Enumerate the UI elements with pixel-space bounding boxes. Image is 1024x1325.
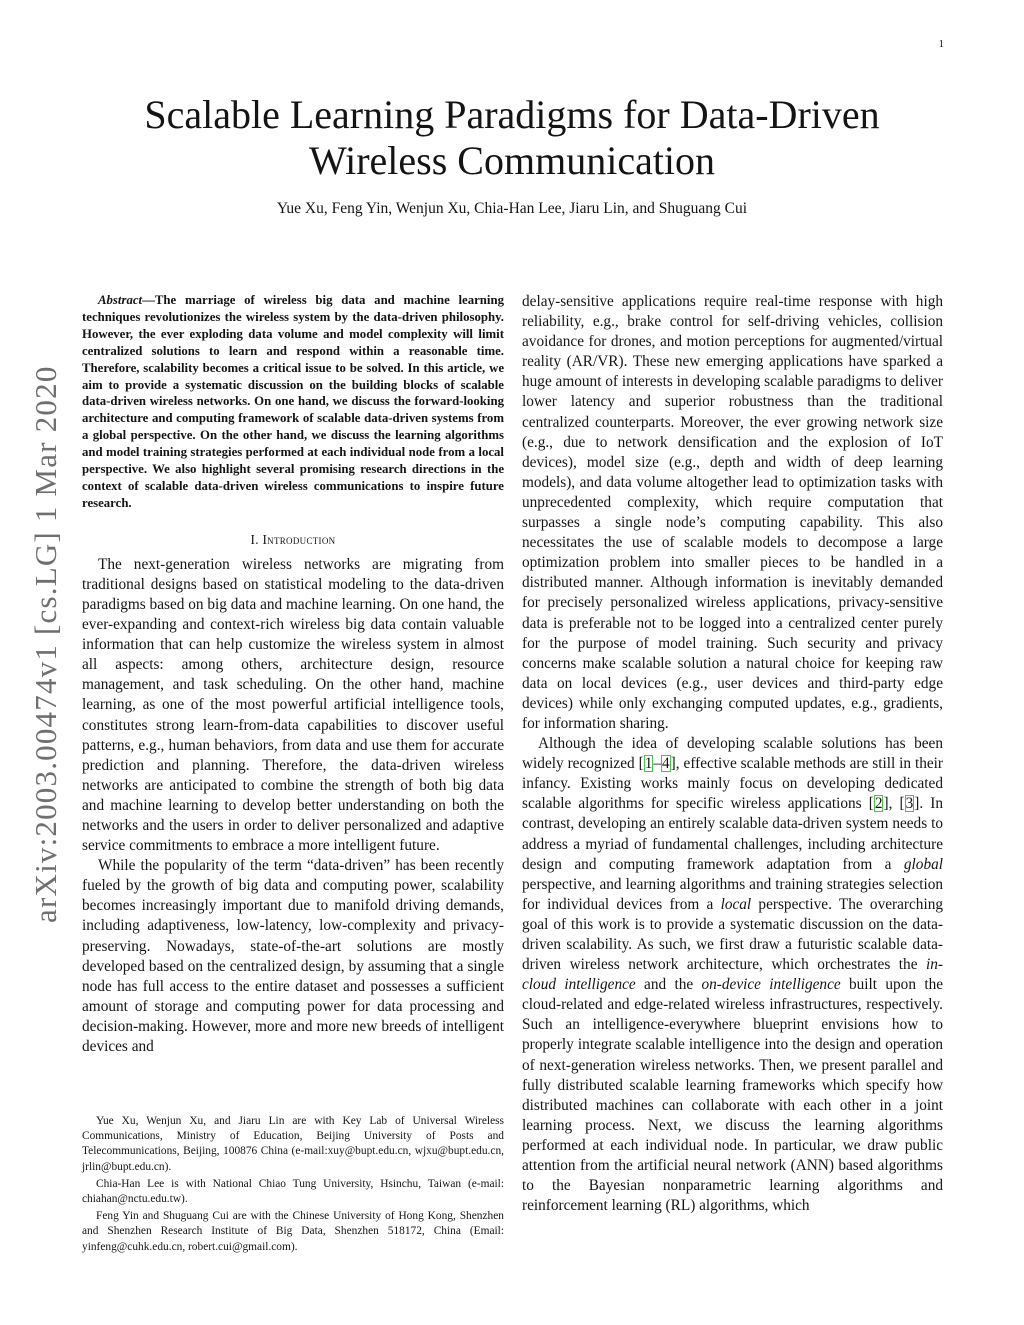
intro-paragraph-3: delay-sensitive applications require real-time response with high reliability, e.g., brake control for self-driving vehicles, collision avoidance for drones, and motion perceptions for augmented/virtual reality (AR/VR). These new emerging applications have sparked a huge amount of interests in developing scalable paradigms to deliver lower latency and superior robustness than the traditional centralized counterparts. Moreover, the ever growing network size (e.g., due to network densification and the explosion of IoT devices), model size (e.g., depth and width of deep learning models), and data volume altogether lead to optimization tasks with unprecedented complexity, which require computation that surpasses a single node’s computing capability. This also necessitates the use of scalable models to decompose a large optimization problem into smaller pieces to be handled in a distributed manner. Although information is inevitably demanded for precisely personalized wireless applications, privacy-sensitive data is preferable not to be logged into a centralized center purely for the purpose of model training. Such security and privacy concerns make scalable solution a natural choice for keeping raw data on local devices (e.g., user devices and third-party edge devices) while only exchanging computed updates, e.g., gradients, for information sharing. bbox=[522, 293, 943, 732]
text-run: – bbox=[653, 755, 662, 773]
right-column bbox=[522, 292, 943, 1216]
footnote-affiliation-cuhk: Feng Yin and Shuguang Cui are with the Chinese University of Hong Kong, Shenzhen and Shenzhen Research Institute of Big Data, Shenzhen 518172, China (Email: yinfeng@cuhk.edu.cn, robert.cui@gmail.com). bbox=[82, 1210, 504, 1253]
text-run: perspective, and learning algorithms and training strategies selection for individual devices from a bbox=[522, 875, 943, 913]
intro-paragraph-1: The next-generation wireless networks are migrating from traditional designs based on statistical modeling to the data-driven paradigms based on big data and machine learning. On one hand, the ever-expanding and context-rich wireless big data contain valuable information that can help customize the wireless system in almost all aspects: among others, architecture design, resource management, and task scheduling. On the other hand, machine learning, as one of the most powerful artificial intelligence tools, constitutes strong learn-from-data capabilities to discover useful patterns, e.g., human behaviors, from data and use them for accurate prediction and planning. Therefore, the data-driven wireless networks are anticipated to combine the strength of both big data and machine learning to develop better understanding on both the networks and the users in order to deliver personalized and adaptive service commitments to embrace a more intelligent future. bbox=[82, 555, 504, 855]
abstract-label: Abstract bbox=[98, 293, 143, 307]
abstract bbox=[82, 292, 504, 512]
author-list: Yue Xu, Feng Yin, Wenjun Xu, Chia-Han Lee, Jiaru Lin, and Shuguang Cui bbox=[276, 200, 748, 217]
abstract-text: —The marriage of wireless big data and machine learning techniques revolutionizes the wireless system by the data-driven philosophy. However, the ever exploding data volume and model complexity will limit centralized solutions to learn and respond within a reasonable time. Therefore, scalability becomes a critical issue to be solved. In this article, we aim to provide a systematic discussion on the building blocks of scalable data-driven wireless networks. On one hand, we discuss the forward-looking architecture and computing framework of scalable data-driven systems from a global perspective. On the other hand, we discuss the learning algorithms and model training strategies performed at each individual node from a local perspective. We also highlight several promising research directions in the context of scalable data-driven wireless communications to inspire future research. bbox=[82, 293, 504, 510]
section-number: I. bbox=[250, 531, 259, 547]
text-run: ]. In contrast, developing an entirely scalable data-driven system needs to address a myriad of fundamental challenges, including architecture design and computing framework adaptation from a bbox=[522, 795, 943, 873]
emphasis-global: global bbox=[903, 855, 943, 873]
emphasis-in-cloud-intelligence: in-cloud intelligence bbox=[522, 956, 943, 994]
intro-paragraph-4 bbox=[522, 734, 943, 1216]
intro-paragraph-2: While the popularity of the term “data-driven” has been recently fueled by the growth of big data and computing power, scalability becomes increasingly important due to manifold driving demands, including adaptiveness, low-latency, low-complexity and privacy-preserving. Nowadays, state-of-the-art solutions are mostly developed based on the centralized design, by assuming that a single node has full access to the entire dataset and possesses a sufficient amount of storage and computing power for data processing and decision-making. However, more and more new breeds of intelligent devices and bbox=[82, 857, 504, 1056]
citation-link-3[interactable]: 3 bbox=[905, 795, 914, 813]
citation-link-4[interactable]: 4 bbox=[662, 755, 670, 773]
title-line-2: Wireless Communication bbox=[308, 138, 716, 183]
emphasis-on-device-intelligence: on-device intelligence bbox=[701, 976, 841, 994]
section-title: Introduction bbox=[262, 531, 336, 547]
citation-link-1[interactable]: 1 bbox=[644, 755, 653, 773]
text-run: ], effective scalable methods are still in their infancy. Existing works mainly focus on developing dedicated scalable algorithms for specific wireless applications [ bbox=[522, 755, 943, 813]
emphasis-local: local bbox=[720, 895, 752, 913]
text-run: perspective. The overarching goal of this work is to provide a systematic discussion on the data-driven scalability. As such, we first draw a futuristic scalable data-driven wireless network architecture, which orchestrates the bbox=[522, 895, 943, 974]
text-run: Although the idea of developing scalable solutions has been widely recognized [ bbox=[522, 735, 943, 773]
text-run: and the bbox=[635, 976, 702, 994]
left-column bbox=[82, 292, 504, 1057]
title-line-1: Scalable Learning Paradigms for Data-Driven bbox=[144, 92, 880, 137]
text-run: built upon the cloud-related and edge-related wireless infrastructures, respectively. Such an intelligence-everywhere blueprint envisions how to properly integrate scalable intelligence into the design and operation of next-generation wireless networks. Then, we present parallel and fully distributed scalable learning frameworks which specify how distributed machines can collaborate with each other in a joint learning process. Next, we discuss the learning algorithms performed at each individual node. In particular, we draw public attention from the artificial neural network (ANN) based algorithms to the Bayesian nonparametric learning algorithms and reinforcement learning (RL) algorithms, which bbox=[522, 976, 944, 1215]
author-footnotes bbox=[82, 1114, 504, 1257]
page-number: 1 bbox=[938, 38, 944, 50]
footnote-affiliation-nctu: Chia-Han Lee is with National Chiao Tung University, Hsinchu, Taiwan (e-mail: chiahan@nctu.edu.tw). bbox=[82, 1177, 504, 1206]
arxiv-identifier: arXiv:2003.00474v1 [cs.LG] 1 Mar 2020 bbox=[28, 365, 63, 923]
text-run: ], [ bbox=[883, 795, 905, 813]
paper-title bbox=[0, 92, 1024, 184]
section-heading-introduction bbox=[82, 532, 504, 548]
footnote-affiliation-bupt: Yue Xu, Wenjun Xu, and Jiaru Lin are with Key Lab of Universal Wireless Communications, Ministry of Education, Beijing University of Posts and Telecommunications, Beijing, 100876 China (e-mail:xuy@bupt.edu.cn, wjxu@bupt.edu.cn, jrlin@bupt.edu.cn). bbox=[82, 1115, 504, 1173]
citation-link-2[interactable]: 2 bbox=[874, 795, 883, 813]
